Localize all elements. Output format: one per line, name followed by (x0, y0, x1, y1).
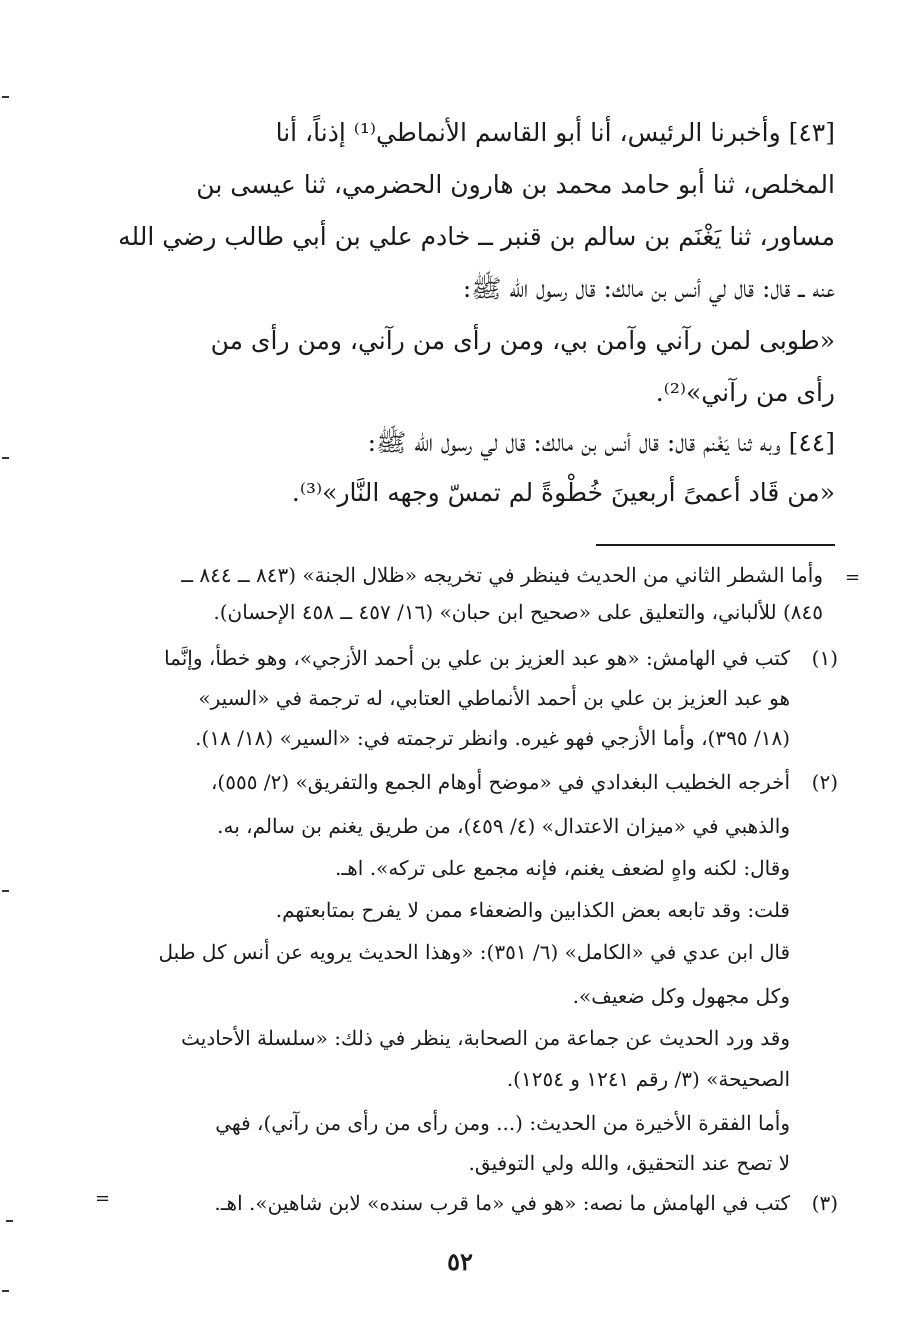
footnote-label: (٢) (811, 770, 838, 794)
end-mark: = (95, 1188, 111, 1209)
footnote-separator (596, 544, 835, 546)
footnote-label: (٣) (811, 1191, 838, 1215)
main-line: «طوبى لمن رآني وآمن بي، ومن رأى من رآني، ومن رأى من (210, 326, 835, 355)
footnote-line: كتب في الهامش: «هو عبد العزيز بن علي بن أحمد الأزجي»، وهو خطأ، وإنَّما (164, 646, 790, 670)
footnote-line: الصحيحة» (٣/ رقم ١٢٤١ و ١٢٥٤). (506, 1067, 790, 1091)
margin-speck (2, 1290, 9, 1292)
footnote-line: وأما الشطر الثاني من الحديث فينظر في تخريجه «ظلال الجنة» (٨٤٣ ــ ٨٤٤ ــ (181, 563, 823, 587)
main-line: [٤٤] وبه ثنا يَغْنم قال: قال أنس بن مالك: قال لي رسول الله ﷺ: (367, 428, 835, 457)
footnote-line: لا تصح عند التحقيق، والله ولي التوفيق. (468, 1151, 790, 1175)
main-line: «من قَاد أعمىً أربعينَ خُطْوةً لم تمسّ وجهه النَّار»⁽³⁾. (291, 478, 835, 507)
footnote-line: وكل مجهول وكل ضعيف». (572, 984, 790, 1008)
main-line: رأى من رآني»⁽²⁾. (655, 378, 835, 407)
margin-speck (2, 890, 9, 892)
footnote-line: وأما الفقرة الأخيرة من الحديث: (... ومن رأى من رأى من رآني)، فهي (215, 1111, 790, 1135)
footnote-label: (١) (811, 646, 838, 670)
footnote-line: أخرجه الخطيب البغدادي في «موضح أوهام الجمع والتفريق» (٢/ ٥٥٥)، (210, 770, 790, 794)
continuation-mark: = (845, 567, 861, 588)
footnote-line: (١٨/ ٣٩٥)، وأما الأزجي فهو غيره. وانظر ترجمته في: «السير» (١٨/ ١٨). (195, 726, 790, 750)
main-line: المخلص، ثنا أبو حامد محمد بن هارون الحضرمي، ثنا عيسى بن (196, 170, 835, 199)
page-number: ٥٢ (447, 1247, 473, 1276)
margin-speck (6, 1220, 13, 1222)
margin-speck (2, 457, 9, 459)
footnote-line: هو عبد العزيز بن علي بن أحمد الأنماطي العتابي، له ترجمة في «السير» (198, 686, 790, 710)
main-line: مساور، ثنا يَغْنَم بن سالم بن قنبر ــ خادم علي بن أبي طالب رضي الله (118, 222, 835, 251)
footnote-line: ٨٤٥) للألباني، والتعليق على «صحيح ابن حبان» (١٦/ ٤٥٧ ــ ٤٥٨ الإحسان). (213, 600, 823, 624)
footnote-line: والذهبي في «ميزان الاعتدال» (٤/ ٤٥٩)، من طريق يغنم بن سالم، به. (217, 814, 790, 838)
main-line: [٤٣] وأخبرنا الرئيس، أنا أبو القاسم الأنماطي⁽¹⁾ إذناً، أنا (275, 118, 835, 147)
footnote-line: كتب في الهامش ما نصه: «هو في «ما قرب سنده» لابن شاهين». اهـ. (214, 1191, 790, 1215)
footnote-line: وقد ورد الحديث عن جماعة من الصحابة، ينظر في ذلك: «سلسلة الأحاديث (181, 1026, 790, 1050)
footnote-line: وقال: لكنه واهٍ لضعف يغنم، فإنه مجمع على تركه». اهـ. (335, 856, 790, 880)
footnote-line: قال ابن عدي في «الكامل» (٦/ ٣٥١): «وهذا الحديث يرويه عن أنس كل طبل (158, 940, 790, 964)
margin-speck (2, 96, 9, 98)
footnote-line: قلت: وقد تابعه بعض الكذابين والضعفاء ممن لا يفرح بمتابعتهم. (275, 898, 790, 922)
main-line: عنه ــ قال: قال لي أنس بن مالك: قال رسول الله ﷺ: (462, 274, 835, 303)
